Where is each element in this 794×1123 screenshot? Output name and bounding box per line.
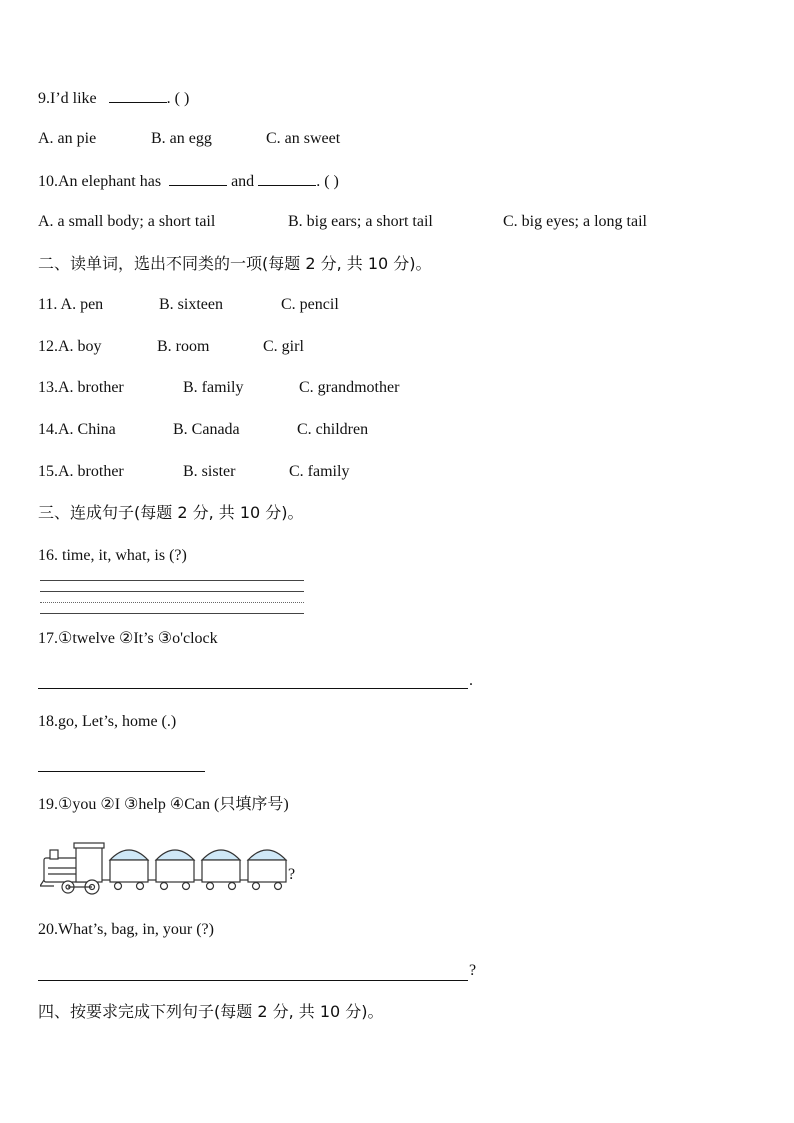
q10-option-c[interactable]: C. big eyes; a long tail xyxy=(503,213,647,230)
q20-prompt: 20.What’s, bag, in, your (?) xyxy=(38,921,214,938)
q14-option-c[interactable]: C. children xyxy=(297,421,369,438)
train-with-four-carriages-icon xyxy=(40,842,302,896)
q18-answer-line[interactable] xyxy=(38,771,205,772)
q9-option-c[interactable]: C. an sweet xyxy=(266,130,341,147)
q20-end-punctuation: ? xyxy=(469,962,477,979)
q17-end-punctuation: . xyxy=(469,672,473,689)
q17-prompt: 17.①twelve ②It’s ③o'clock xyxy=(38,630,218,647)
grid-line-4 xyxy=(40,613,304,614)
q16-prompt: 16. time, it, what, is (?) xyxy=(38,547,187,564)
q14-option-b[interactable]: B. Canada xyxy=(173,421,240,438)
q15-option-b[interactable]: B. sister xyxy=(183,463,236,480)
q10-prompt: 10.An elephant has xyxy=(38,173,162,190)
q10-option-b[interactable]: B. big ears; a short tail xyxy=(288,213,433,230)
question-9 xyxy=(38,88,189,109)
q10-and: and xyxy=(231,173,255,190)
q19-prompt: 19.①you ②I ③help ④Can (只填序号) xyxy=(38,796,289,813)
q9-blank[interactable] xyxy=(109,88,167,103)
grid-line-3 xyxy=(40,602,304,603)
q13-option-b[interactable]: B. family xyxy=(183,379,244,396)
q9-option-b[interactable]: B. an egg xyxy=(151,130,212,147)
q10-blank-2[interactable] xyxy=(258,171,316,186)
q16-four-line-writing-grid[interactable] xyxy=(40,580,304,614)
q11-option-a[interactable]: 11. A. pen xyxy=(38,296,104,313)
grid-line-1 xyxy=(40,580,304,581)
q10-option-a[interactable]: A. a small body; a short tail xyxy=(38,213,216,230)
q14-option-a[interactable]: 14.A. China xyxy=(38,421,116,438)
q11-option-b[interactable]: B. sixteen xyxy=(159,296,223,313)
q10-blank-1[interactable] xyxy=(169,171,227,186)
q12-option-a[interactable]: 12.A. boy xyxy=(38,338,102,355)
q9-prompt: 9.I’d like xyxy=(38,90,97,107)
q12-option-c[interactable]: C. girl xyxy=(263,338,304,355)
q17-answer-line[interactable] xyxy=(38,688,468,689)
q9-suffix: . ( ) xyxy=(166,90,190,107)
q18-prompt: 18.go, Let’s, home (.) xyxy=(38,713,177,730)
q12-option-b[interactable]: B. room xyxy=(157,338,210,355)
q11-option-c[interactable]: C. pencil xyxy=(281,296,339,313)
section-3-heading: 三、连成句子(每题 2 分, 共 10 分)。 xyxy=(38,503,304,522)
q9-option-a[interactable]: A. an pie xyxy=(38,130,97,147)
q13-option-c[interactable]: C. grandmother xyxy=(299,379,400,396)
question-10 xyxy=(38,171,339,192)
grid-line-2 xyxy=(40,591,304,592)
q10-suffix: . ( ) xyxy=(316,173,339,190)
q15-option-a[interactable]: 15.A. brother xyxy=(38,463,124,480)
q15-option-c[interactable]: C. family xyxy=(289,463,350,480)
q13-option-a[interactable]: 13.A. brother xyxy=(38,379,124,396)
section-2-heading: 二、读单词，选出不同类的一项(每题 2 分, 共 10 分)。 xyxy=(38,254,432,273)
section-4-heading: 四、按要求完成下列句子(每题 2 分, 共 10 分)。 xyxy=(38,1002,384,1021)
q20-answer-line[interactable] xyxy=(38,980,468,981)
q19-end-punctuation: ? xyxy=(288,866,296,883)
